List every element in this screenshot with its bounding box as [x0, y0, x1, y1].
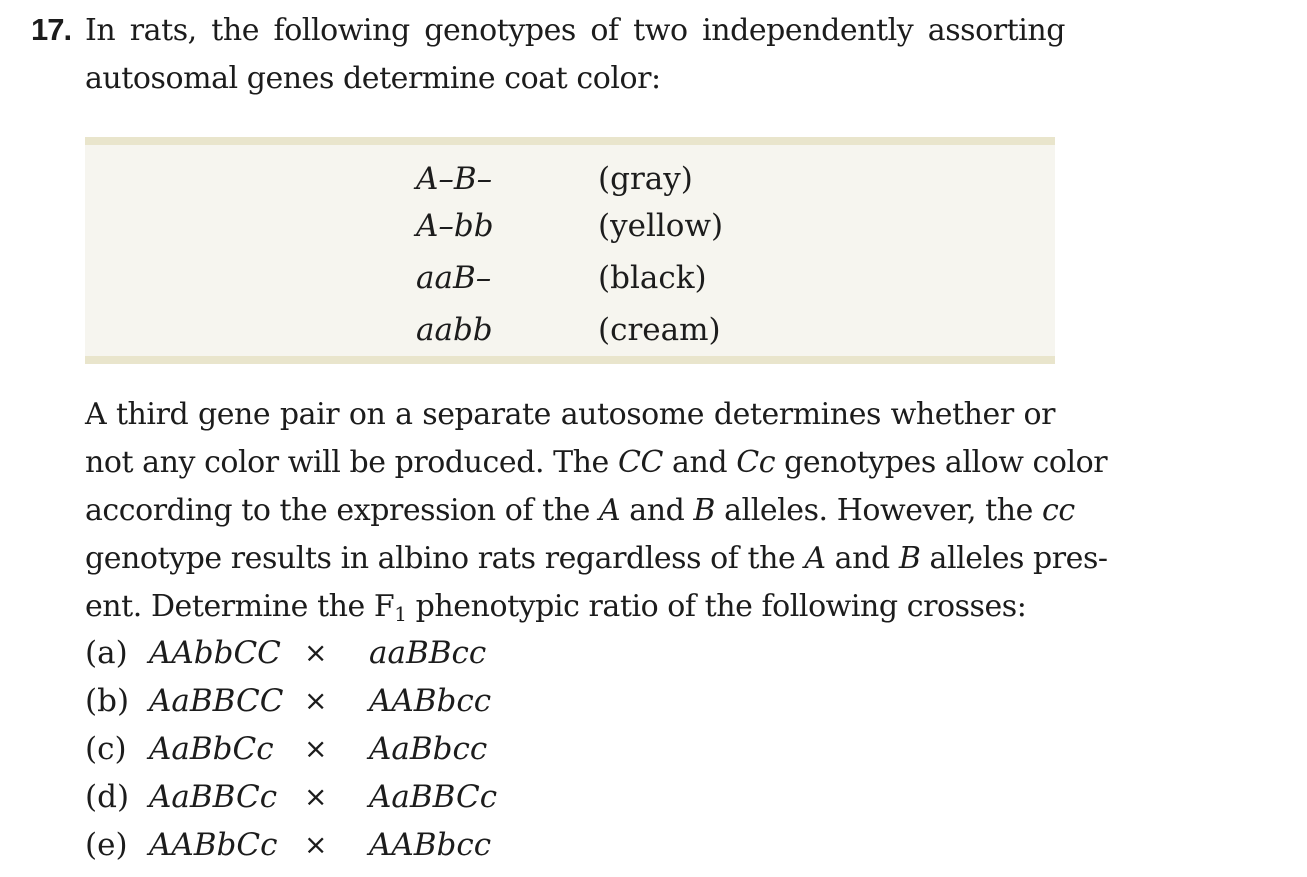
cross-label: (e)	[85, 827, 128, 863]
color-cell: (black)	[598, 260, 707, 296]
body-text-run: not any color will be produced. The	[85, 445, 618, 480]
color-cell: (gray)	[598, 161, 693, 197]
body-text-run: alleles pres-	[920, 541, 1108, 576]
body-text-run: according to the expression of the	[85, 493, 599, 528]
color-cell: (cream)	[598, 312, 721, 348]
body-text-run: genotype results in albino rats regardless of the	[85, 541, 805, 576]
cross-item	[85, 677, 685, 725]
allele-term: B	[693, 493, 716, 528]
genotype-row	[85, 204, 1055, 248]
color-cell: (yellow)	[598, 208, 724, 244]
body-text-run: and	[620, 493, 694, 528]
genotype-term: CC	[617, 445, 663, 480]
body-line	[85, 535, 1108, 583]
cross-item	[85, 629, 685, 677]
body-text-run: ent. Determine the F	[85, 589, 395, 624]
cross-item	[85, 821, 685, 869]
allele-term: A	[598, 493, 621, 528]
cross-times-icon: ×	[304, 828, 328, 861]
problem-number: 17.	[31, 12, 72, 47]
cross-item	[85, 725, 685, 773]
cross-times-icon: ×	[304, 780, 328, 813]
generation-subscript: 1	[394, 602, 407, 626]
cross-parent-2: aaBBcc	[369, 635, 487, 671]
cross-parent-2: AABbcc	[369, 683, 492, 719]
problem-body	[85, 391, 1108, 631]
body-text-run: and	[825, 541, 899, 576]
genotype-row	[85, 256, 1055, 300]
cross-parent-2: AaBBCc	[369, 779, 498, 815]
problem-intro: In rats, the following genotypes of two independently assorting autosomal genes determine coat color:	[85, 13, 1065, 96]
body-text-run: phenotypic ratio of the following crosses:	[406, 589, 1027, 624]
body-text-run: genotypes allow color	[775, 445, 1108, 480]
cross-label: (c)	[85, 731, 127, 767]
cross-item	[85, 773, 685, 821]
genotype-cell: A–bb	[416, 208, 494, 244]
cross-label: (b)	[85, 683, 130, 719]
allele-term: A	[804, 541, 826, 576]
body-text-run: and	[662, 445, 737, 480]
cross-parent-2: AABbcc	[369, 827, 492, 863]
genotype-term: Cc	[736, 445, 776, 480]
cross-list	[85, 629, 685, 869]
cross-parent-1: AAbbCC	[149, 635, 281, 671]
genotype-cell: aabb	[416, 312, 493, 348]
cross-parent-1: AaBBCc	[149, 779, 278, 815]
body-text-run: A third gene pair on a separate autosome determines whether or	[85, 397, 1055, 432]
cross-parent-1: AaBBCC	[149, 683, 284, 719]
genotype-row	[85, 157, 1055, 201]
genotype-term: cc	[1042, 493, 1075, 528]
genotype-row	[85, 308, 1055, 352]
allele-term: B	[898, 541, 921, 576]
body-line	[85, 583, 1055, 631]
cross-times-icon: ×	[304, 732, 328, 765]
body-line	[85, 439, 1108, 487]
cross-times-icon: ×	[304, 684, 328, 717]
genotype-cell: A–B–	[416, 161, 493, 197]
body-line	[85, 391, 1055, 439]
body-line	[85, 487, 1075, 535]
genotype-cell: aaB–	[416, 260, 492, 296]
genotype-table	[85, 137, 1055, 364]
cross-label: (d)	[85, 779, 130, 815]
cross-parent-1: AABbCc	[149, 827, 278, 863]
cross-times-icon: ×	[304, 636, 328, 669]
cross-label: (a)	[85, 635, 128, 671]
cross-parent-2: AaBbcc	[369, 731, 488, 767]
body-text-run: alleles. However, the	[715, 493, 1043, 528]
cross-parent-1: AaBbCc	[149, 731, 274, 767]
